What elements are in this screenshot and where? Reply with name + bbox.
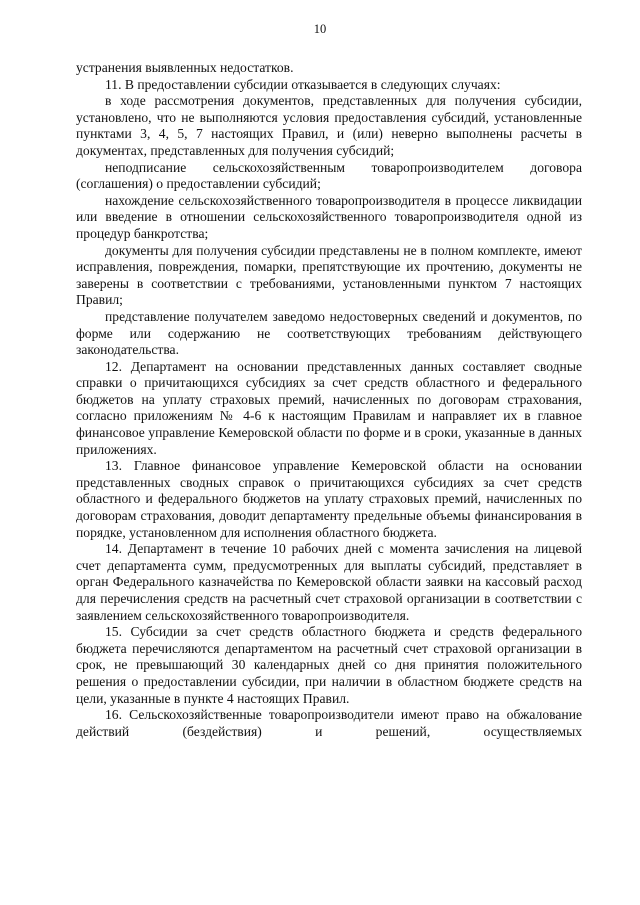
page-number: 10 [313, 22, 327, 36]
paragraph-11-case-2: неподписание сельскохозяйственным товаропроизводителем договора (соглашения) о предоставлении субсидий; [76, 159, 582, 192]
paragraph-13: 13. Главное финансовое управление Кемеровской области на основании представленных сводных справок о причитающихся субсидиях за счет средств областного и федерального бюджетов на уплату страховых премий, начисленных по договорам страхования, доводит департаменту предельные объемы финансирования в порядке, установленном для исполнения областного бюджета. [76, 458, 582, 540]
document-body [76, 60, 582, 740]
paragraph-11-case-5: представление получателем заведомо недостоверных сведений и документов, по форме или содержанию не соответствующих требованиям действующего законодательства. [76, 308, 582, 358]
paragraph-11-case-4: документы для получения субсидии представлены не в полном комплекте, имеют исправления, повреждения, помарки, препятствующие их прочтению, документы не заверены в соответствии с требованиями, установленными пунктом 7 настоящих Правил; [76, 242, 582, 308]
paragraph-15: 15. Субсидии за счет средств областного бюджета и средств федерального бюджета перечисляются департаментом на расчетный счет страховой организации в срок, не превышающий 30 календарных дней со дня принятия положительного решения о предоставлении субсидии, при наличии в областном бюджете средств на цели, указанные в пункте 4 настоящих Правил. [76, 624, 582, 706]
paragraph-11-case-3: нахождение сельскохозяйственного товаропроизводителя в процессе ликвидации или введение в отношении сельскохозяйственного товаропроизводителя одной из процедур банкротства; [76, 192, 582, 241]
paragraph-11-heading: 11. В предоставлении субсидии отказывается в следующих случаях: [105, 76, 501, 92]
paragraph-14: 14. Департамент в течение 10 рабочих дней с момента зачисления на лицевой счет департамента сумм, предусмотренных для выплаты субсидий, представляет в орган Федерального казначейства по Кемеровской области заявки на кассовый расход для перечисления средств на расчетный счет страховой организации в соответствии с заявлением сельскохозяйственного товаропроизводителя. [76, 541, 582, 623]
paragraph-11-case-1: в ходе рассмотрения документов, представленных для получения субсидии, установлено, что не выполняются условия предоставления субсидий, установленные пунктами 3, 4, 5, 7 настоящих Правил, и (или) неверно выполнены расчеты в документах, представленных для получения субсидий; [76, 93, 582, 158]
paragraph-continuation: устранения выявленных недостатков. [76, 60, 294, 75]
paragraph-12: 12. Департамент на основании представленных данных составляет сводные справки о причитающихся субсидиях за счет средств областного и федерального бюджетов на уплату страховых премий, начисленных по договорам страхования, согласно приложениям № 4-6 к настоящим Правилам и направляет их в главное финансовое управление Кемеровской области по форме и в сроки, указанные в данных приложениях. [76, 358, 582, 457]
paragraph-16: 16. Сельскохозяйственные товаропроизводители имеют право на обжалование действий (бездействия) и решений, осуществляемых [76, 707, 582, 739]
